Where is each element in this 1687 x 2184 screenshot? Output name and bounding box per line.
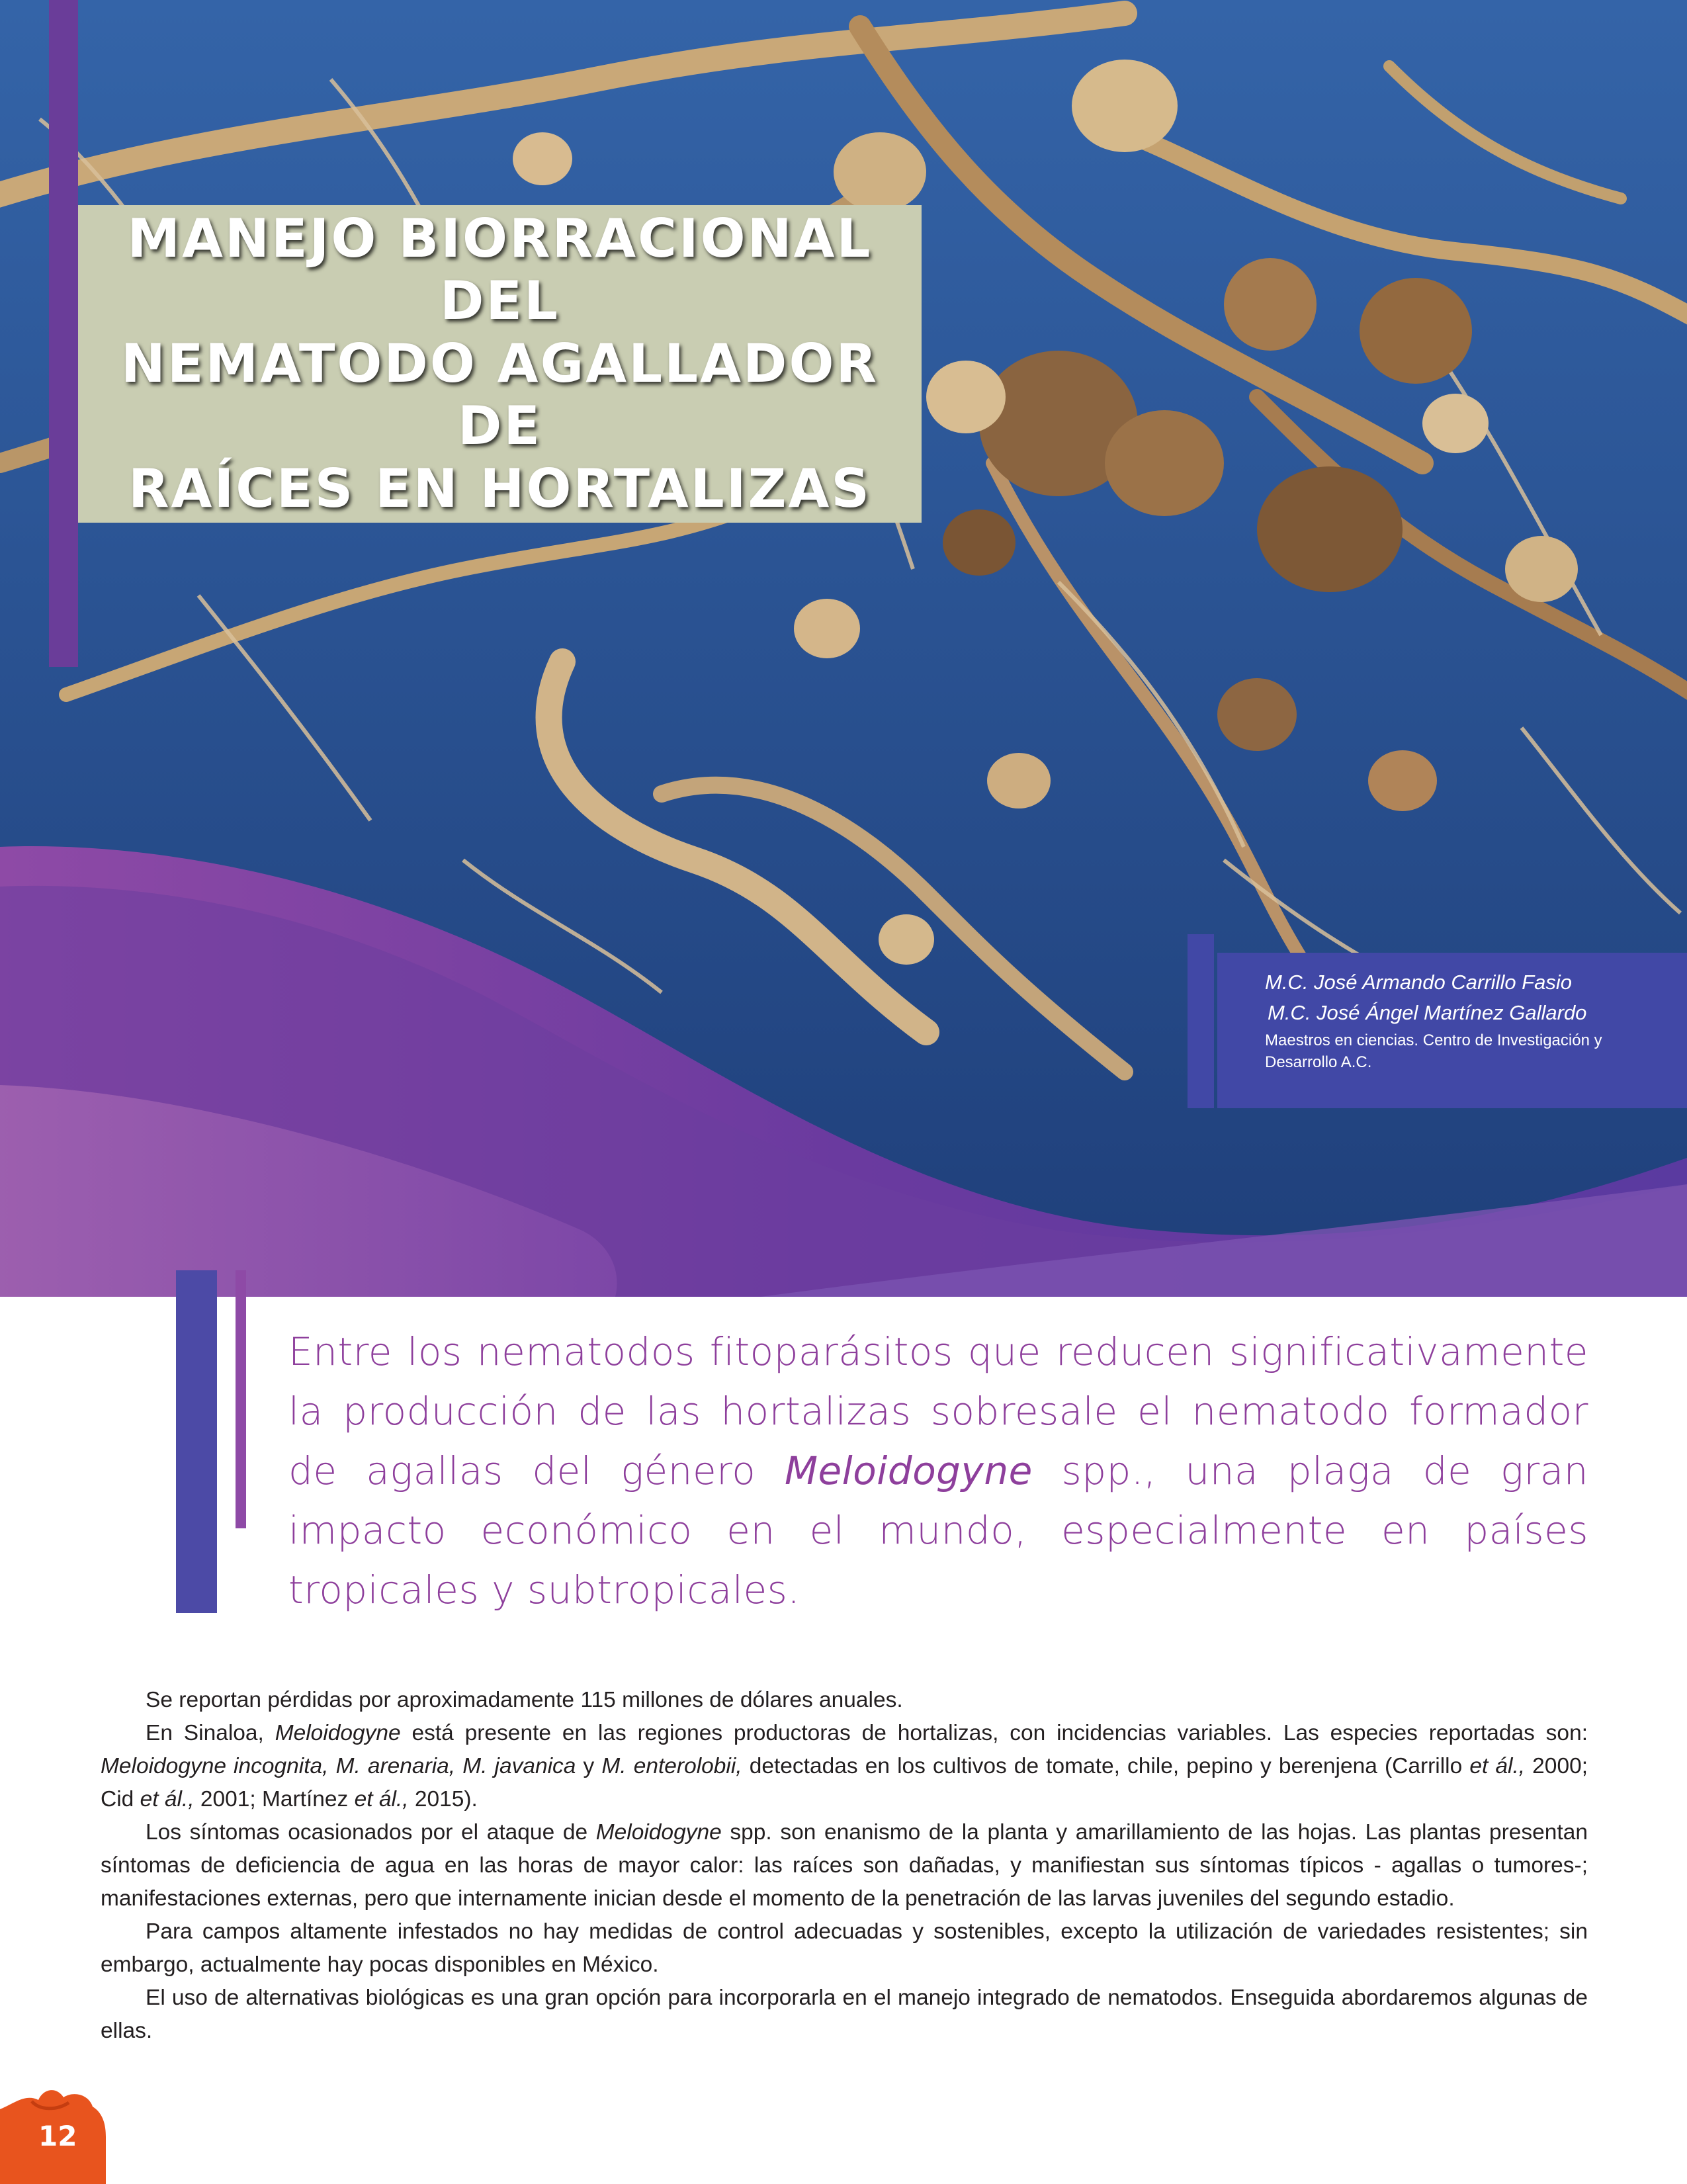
body-paragraph-3: Los síntomas ocasionados por el ataque de Meloidogyne spp. son enanismo de la planta y amarillamiento de las hojas. Las plantas presentan síntomas de deficiencia de agua en las horas de mayor calor: las raíces son dañadas, y manifiestan sus síntomas típicos - agallas o tumores-; manifestaciones externas, pero que internamente inician desde el momento de la penetración de las larvas juveniles del segundo estadio. <box>101 1820 1588 1911</box>
title-line-1: MANEJO BIORRACIONAL DEL <box>127 208 873 332</box>
title-line-3: RAÍCES EN HORTALIZAS <box>128 457 872 519</box>
article-body <box>101 1684 1588 2048</box>
lead-text-1: Entre los nematodos fitoparásitos que reducen significativamente la producción de las hortalizas sobresale el nematodo formador de agallas del género <box>288 1329 1588 1493</box>
lead-bar-thin <box>236 1270 246 1528</box>
lead-text-2: spp., una plaga de gran impacto económico en el mundo, especialmente en países tropicales y subtropicales. <box>288 1448 1588 1612</box>
author-box <box>1217 953 1687 1108</box>
author-2: M.C. José Ángel Martínez Gallardo <box>1268 1001 1587 1024</box>
body-paragraph-1: Se reportan pérdidas por aproximadamente 115 millones de dólares anuales. <box>146 1688 903 1712</box>
body-paragraph-2: En Sinaloa, Meloidogyne está presente en las regiones productoras de hortalizas, con incidencias variables. Las especies reportadas son: Meloidogyne incognita, M. arenaria, M. javanica y M. enterolobii, detectadas en los cultivos de tomate, chile, pepino y berenjena (Carrillo et ál., 2000; Cid et ál., 2001; Martínez et ál., 2015). <box>101 1721 1588 1812</box>
title-accent-bar <box>49 0 78 667</box>
page-number: 12 <box>38 2120 77 2152</box>
lead-genus: Meloidogyne <box>784 1448 1033 1493</box>
author-accent-bar <box>1188 934 1214 1108</box>
body-paragraph-4: Para campos altamente infestados no hay medidas de control adecuadas y sostenibles, excepto la utilización de variedades resistentes; sin embargo, actualmente hay pocas disponibles en México. <box>101 1919 1588 1977</box>
lead-paragraph <box>288 1322 1588 1620</box>
lead-bar-wide <box>176 1270 217 1613</box>
title-line-2: NEMATODO AGALLADOR DE <box>120 332 879 457</box>
author-affiliation: Maestros en ciencias. Centro de Investigación y Desarrollo A.C. <box>1265 1031 1602 1071</box>
body-paragraph-5: El uso de alternativas biológicas es una gran opción para incorporarla en el manejo integrado de nematodos. Enseguida abordaremos algunas de ellas. <box>101 1986 1588 2043</box>
author-1: M.C. José Armando Carrillo Fasio <box>1265 971 1572 994</box>
article-title <box>78 205 922 523</box>
